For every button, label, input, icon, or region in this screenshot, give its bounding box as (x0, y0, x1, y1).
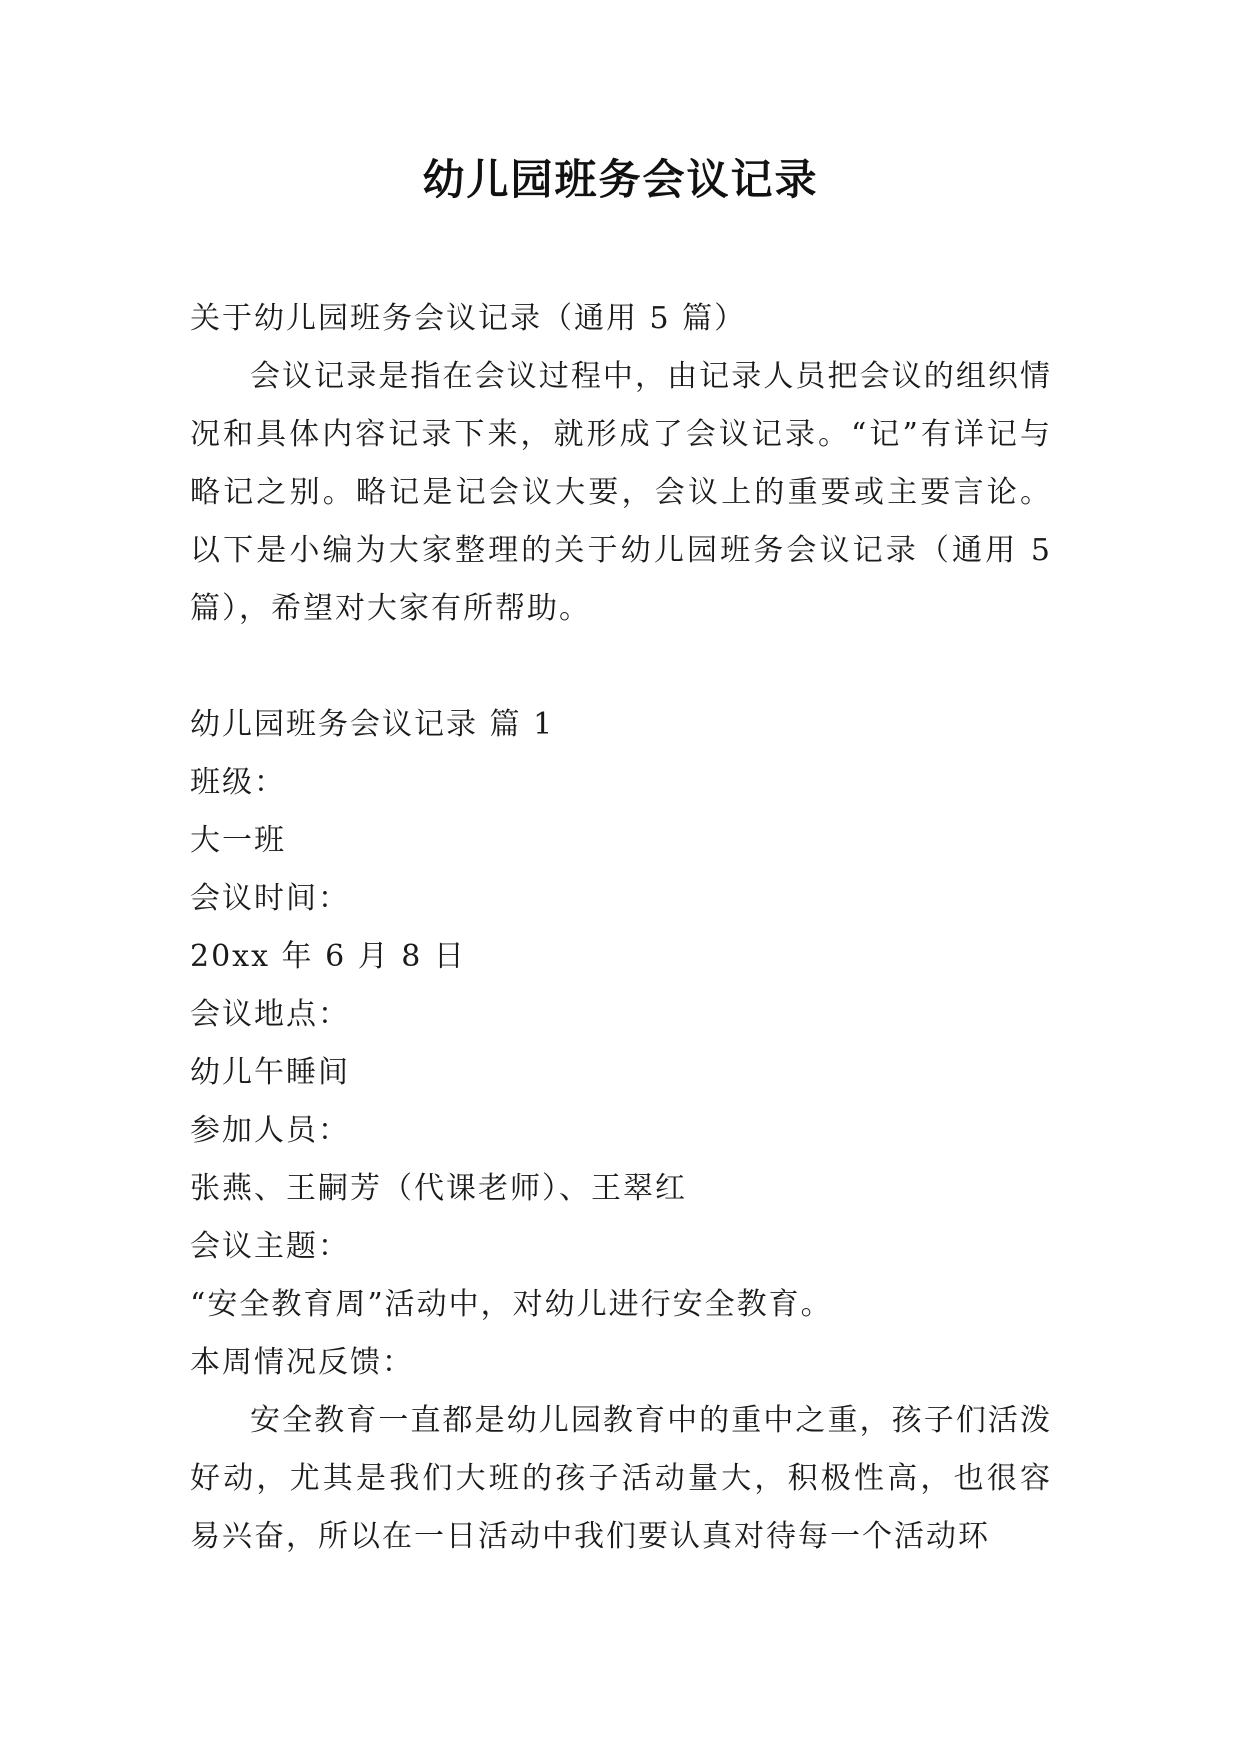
topic-value: “安全教育周”活动中，对幼儿进行安全教育。 (190, 1287, 833, 1322)
attendees-value: 张燕、王嗣芳（代课老师）、王翠红 (190, 1171, 687, 1206)
class-label: 班级： (190, 765, 286, 800)
place-label: 会议地点： (190, 997, 350, 1032)
class-value: 大一班 (190, 823, 286, 858)
topic-label: 会议主题： (190, 1229, 350, 1264)
document-title: 幼儿园班务会议记录 (422, 155, 819, 204)
time-value: 20xx 年 6 月 8 日 (190, 939, 466, 974)
intro-paragraph: 会议记录是指在会议过程中，由记录人员把会议的组织情况和具体内容记录下来，就形成了会议记录。“记”有详记与略记之别。略记是记会议大要，会议上的重要或主要言论。以下是小编为大家整理的关于幼儿园班务会议记录（通用 5 篇），希望对大家有所帮助。 (190, 359, 1052, 626)
feedback-paragraph: 安全教育一直都是幼儿园教育中的重中之重，孩子们活泼好动，尤其是我们大班的孩子活动量大，积极性高，也很容易兴奋，所以在一日活动中我们要认真对待每一个活动环 (190, 1403, 1052, 1554)
time-label: 会议时间： (190, 881, 350, 916)
attendees-label: 参加人员： (190, 1113, 350, 1148)
document-subtitle: 关于幼儿园班务会议记录（通用 5 篇） (190, 301, 747, 336)
section-heading: 幼儿园班务会议记录 篇 1 (190, 707, 555, 742)
feedback-label: 本周情况反馈： (190, 1345, 414, 1380)
document-body (190, 290, 1052, 1566)
place-value: 幼儿午睡间 (190, 1055, 350, 1090)
paragraph-gap (190, 638, 1052, 696)
